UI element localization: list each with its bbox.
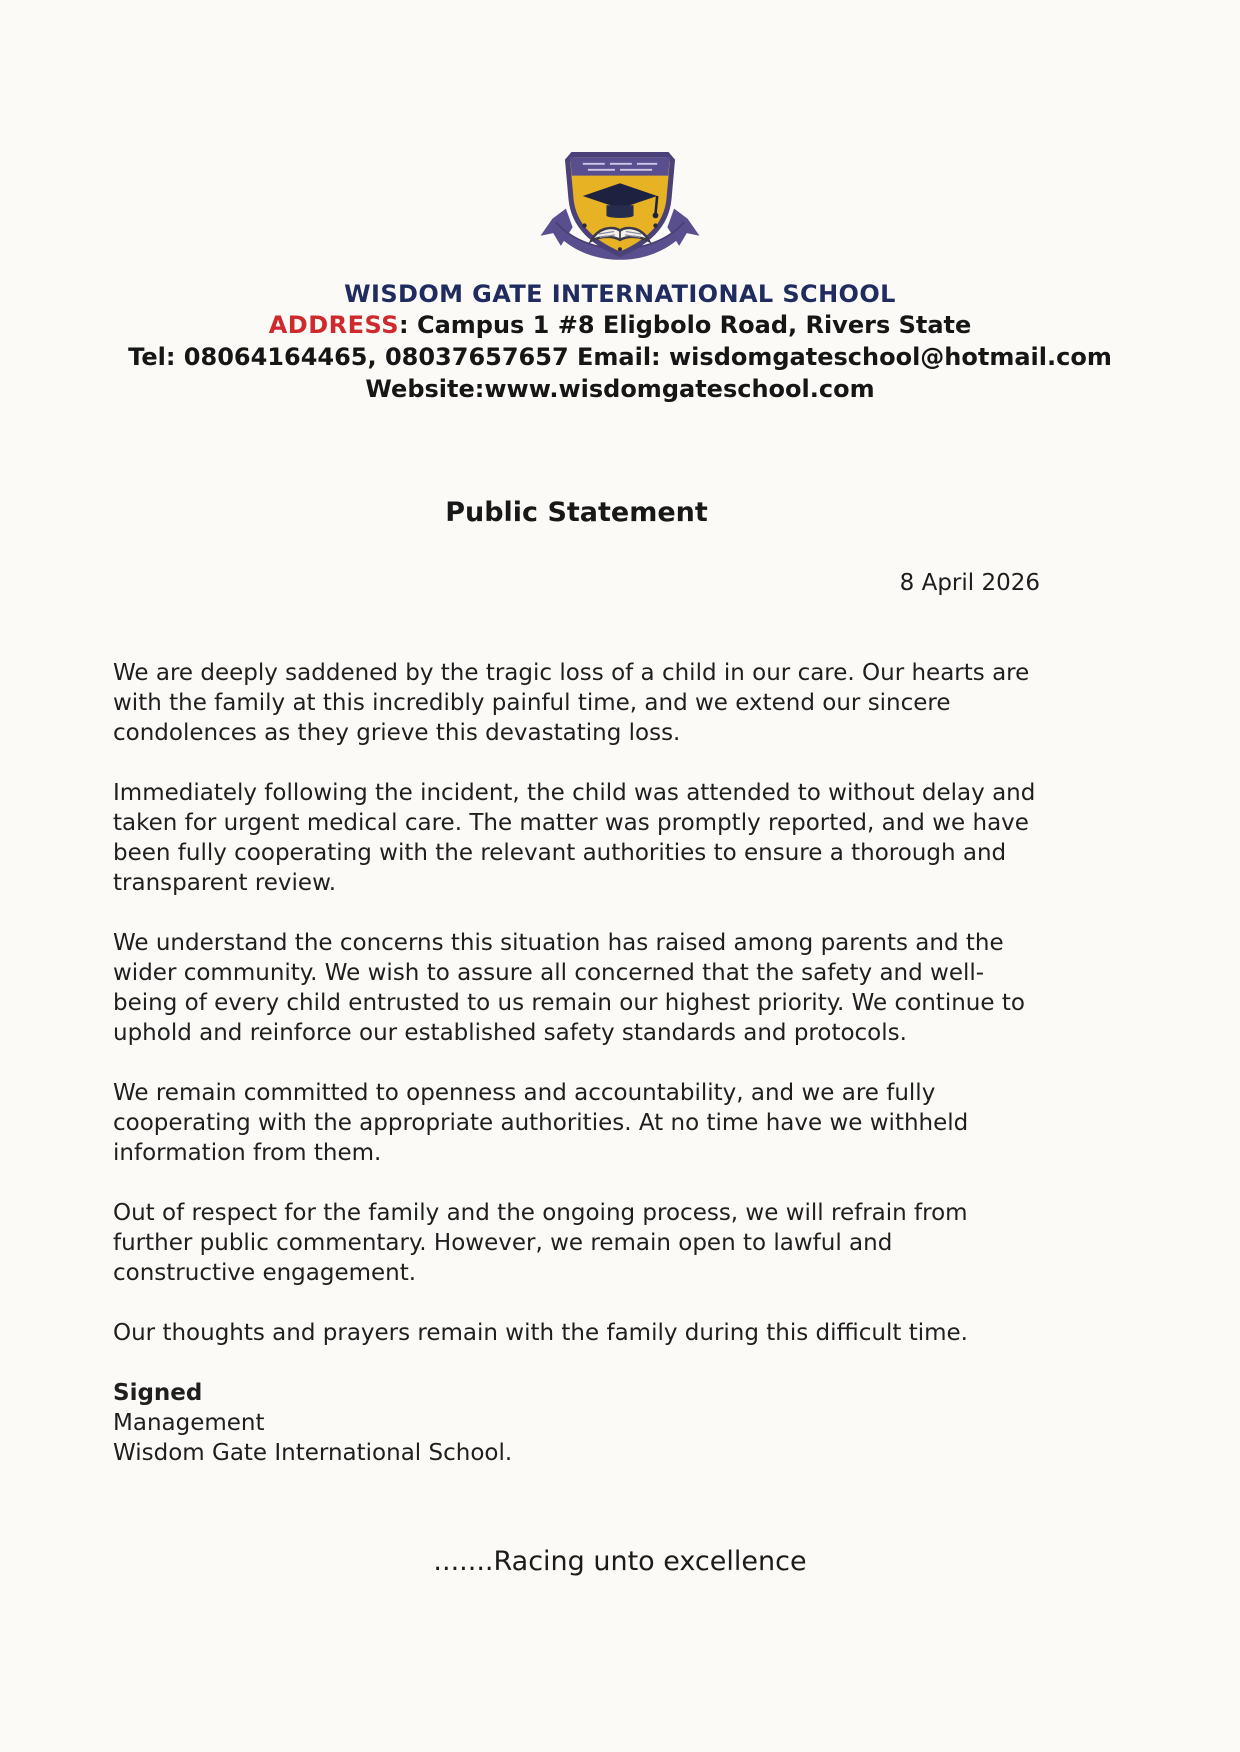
document-title: Public Statement — [445, 497, 708, 529]
signature-org-line1: Management — [113, 1410, 265, 1437]
website-line: Website:www.wisdomgateschool.com — [365, 374, 875, 403]
address-label: ADDRESS — [268, 311, 399, 340]
signature-block — [113, 1378, 1040, 1468]
address-value: : Campus 1 #8 Eligbolo Road, Rivers State — [399, 311, 972, 340]
signature-org-line2: Wisdom Gate International School. — [113, 1440, 513, 1467]
signed-label: Signed — [113, 1380, 203, 1407]
contact-line: Tel: 08064164465, 08037657657 Email: wisdomgateschool@hotmail.com — [128, 342, 1112, 371]
paragraph-2: Immediately following the incident, the child was attended to without delay and taken for urgent medical care. The matter was promptly reported, and we have been fully cooperating with the relevant authorities to ensure a thorough and transparent review. — [113, 780, 1036, 897]
letter-content — [113, 497, 1040, 1468]
paragraph-5: Out of respect for the family and the ongoing process, we will refrain from further public commentary. However, we remain open to lawful and constructive engagement. — [113, 1200, 968, 1287]
paragraph-4: We remain committed to openness and accountability, and we are fully cooperating with the appropriate authorities. At no time have we withheld information from them. — [113, 1080, 969, 1167]
paragraph-3: We understand the concerns this situation has raised among parents and the wider community. We wish to assure all concerned that the safety and well-being of every child entrusted to us remain our highest priority. We continue to uphold and reinforce our established safety standards and protocols. — [113, 930, 1025, 1047]
school-name: WISDOM GATE INTERNATIONAL SCHOOL — [344, 280, 896, 308]
letterhead — [0, 0, 1240, 405]
footer-tagline: .......Racing unto excellence — [433, 1546, 807, 1577]
paragraph-1: We are deeply saddened by the tragic loss of a child in our care. Our hearts are with the family at this incredibly painful time, and we extend our sincere condolences as they grieve this devastating loss. — [113, 660, 1030, 747]
address-line — [0, 310, 1240, 342]
letter-body — [113, 658, 1040, 1348]
school-crest-logo — [527, 146, 713, 273]
paragraph-6: Our thoughts and prayers remain with the family during this difficult time. — [113, 1320, 968, 1347]
document-date: 8 April 2026 — [899, 570, 1040, 597]
